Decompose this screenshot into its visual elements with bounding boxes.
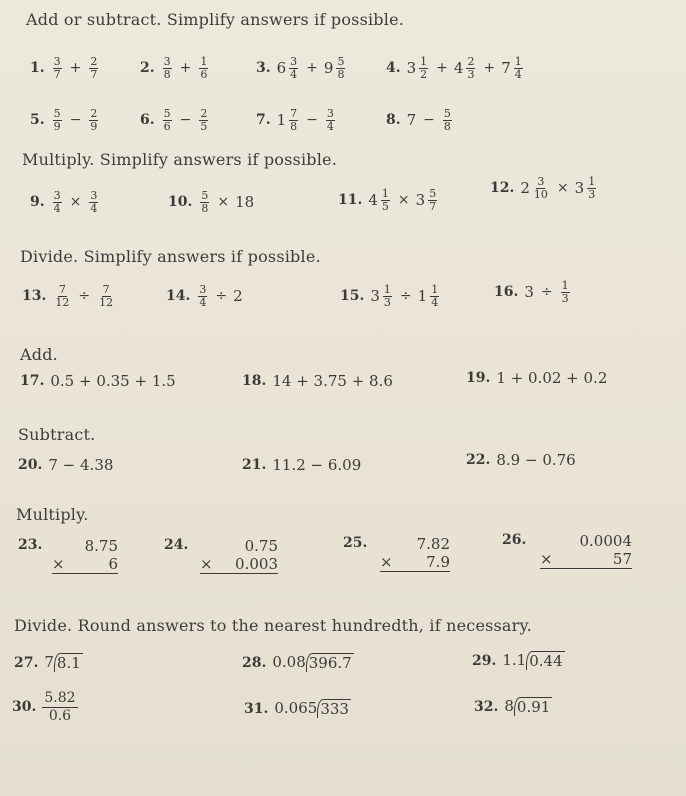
top-number: 0.75 — [244, 537, 278, 555]
numerator: 3 — [537, 175, 545, 188]
bottom-number: 57 — [612, 550, 632, 568]
denominator: 6 — [200, 67, 208, 81]
denominator: 8 — [163, 67, 171, 81]
numerator: 2 — [200, 107, 208, 120]
problem-31 — [244, 699, 351, 718]
dividend: 8.1 — [54, 653, 83, 672]
denominator: 8 — [290, 119, 298, 133]
long-division — [272, 653, 353, 672]
fraction — [430, 284, 439, 308]
operator: ÷ — [78, 288, 91, 305]
fraction — [163, 56, 172, 80]
problem-25 — [380, 535, 450, 572]
problem-15 — [340, 284, 441, 308]
numerator: 1 — [383, 283, 391, 296]
bottom-line — [380, 553, 450, 572]
numerator: 2 — [90, 55, 98, 68]
whole-number: 2 — [520, 179, 530, 198]
instruction-add: Add. — [20, 345, 58, 364]
top-number: 8.75 — [84, 537, 118, 555]
problem-18 — [242, 372, 393, 390]
problem-number: 8. — [386, 112, 401, 129]
problem-number: 10. — [168, 194, 193, 211]
fraction — [419, 56, 428, 80]
problem-number: 32. — [474, 698, 499, 715]
problem-5 — [30, 108, 100, 132]
fraction — [89, 56, 98, 80]
problem-32 — [474, 697, 552, 716]
denominator: 2 — [420, 67, 428, 81]
top-number: 0.0004 — [579, 532, 632, 550]
problem-number: 26. — [502, 532, 527, 548]
numerator: 3 — [326, 107, 334, 120]
expression: 0.5 + 0.35 + 1.5 — [50, 372, 176, 390]
dividend: 0.44 — [526, 651, 564, 670]
operator: × — [217, 194, 230, 211]
problem-number: 30. — [12, 699, 37, 716]
problem-22 — [466, 451, 576, 469]
denominator: 4 — [514, 67, 522, 81]
problem-number: 22. — [466, 452, 491, 468]
problem-number: 3. — [256, 60, 271, 77]
denominator: 5 — [200, 119, 208, 133]
problem-20 — [18, 456, 113, 474]
operator: + — [483, 60, 496, 77]
problem-number: 21. — [242, 457, 267, 473]
problem-3 — [256, 56, 347, 80]
whole-number: 2 — [233, 287, 243, 306]
problem-number: 5. — [30, 112, 45, 129]
numerator: 5 — [429, 187, 437, 200]
problem-27 — [14, 653, 83, 672]
problem-number: 19. — [466, 370, 491, 386]
whole-number: 4 — [368, 191, 378, 210]
problem-23-number-wrap — [18, 537, 48, 553]
problem-1 — [30, 56, 100, 80]
problem-28 — [242, 653, 354, 672]
denominator: 8 — [443, 119, 451, 133]
fraction — [54, 284, 70, 308]
problem-23 — [52, 537, 118, 574]
operator: + — [436, 60, 448, 77]
bottom-line — [52, 555, 118, 574]
fraction — [326, 108, 335, 132]
denominator: 8 — [201, 201, 209, 215]
long-division — [44, 653, 82, 672]
denominator: 9 — [53, 119, 61, 133]
divisor: 0.08 — [272, 653, 306, 671]
fraction — [199, 56, 208, 80]
problem-number: 17. — [20, 373, 45, 389]
problem-number: 14. — [166, 288, 191, 305]
denominator: 4 — [199, 295, 207, 309]
denominator: 12 — [99, 295, 114, 309]
denominator: 4 — [90, 201, 98, 215]
whole-number: 7 — [501, 59, 511, 78]
bottom-number: 0.003 — [235, 555, 278, 573]
whole-number: 4 — [453, 59, 464, 78]
fraction — [466, 56, 475, 80]
fraction — [98, 284, 114, 308]
numerator: 5 — [163, 107, 171, 120]
numerator: 3 — [90, 189, 98, 202]
numerator: 7 — [58, 283, 66, 296]
problem-number: 7. — [256, 112, 271, 129]
denominator: 4 — [53, 201, 61, 215]
problem-14 — [166, 284, 244, 308]
denominator: 0.6 — [48, 707, 72, 724]
whole-number: 6 — [276, 59, 287, 78]
problem-6 — [140, 108, 210, 132]
denominator: 3 — [383, 295, 391, 309]
problem-number: 4. — [386, 60, 401, 77]
expression: 11.2 − 6.09 — [272, 456, 362, 474]
problem-21 — [242, 456, 361, 474]
expression: 8.9 − 0.76 — [496, 451, 576, 469]
numerator: 5 — [337, 55, 345, 68]
long-division — [502, 651, 564, 670]
bottom-number: 7.9 — [426, 553, 450, 571]
fraction — [200, 190, 209, 214]
numerator: 1 — [588, 175, 596, 188]
problem-7 — [256, 108, 337, 132]
numerator: 3 — [163, 55, 171, 68]
fraction — [198, 284, 207, 308]
fraction — [336, 56, 345, 80]
bottom-number: 6 — [108, 555, 118, 573]
numerator: 1 — [420, 55, 428, 68]
denominator: 3 — [467, 67, 475, 81]
operator: + — [69, 60, 82, 77]
problem-24 — [200, 537, 278, 574]
problem-26-number-wrap — [502, 532, 532, 548]
whole-number: 1 — [276, 111, 287, 130]
problem-number: 6. — [140, 112, 155, 129]
operator: × — [380, 553, 393, 571]
problem-8 — [386, 108, 454, 132]
problem-30 — [12, 690, 78, 725]
problem-29 — [472, 651, 565, 670]
fraction — [514, 56, 523, 80]
numerator: 5 — [201, 189, 209, 202]
divisor: 7 — [44, 653, 54, 671]
fraction — [428, 188, 437, 212]
operator: ÷ — [215, 288, 228, 305]
fraction — [89, 108, 98, 132]
whole-number: 7 — [406, 111, 417, 130]
fraction — [561, 280, 570, 304]
whole-number: 3 — [574, 179, 585, 198]
operator: ÷ — [399, 288, 412, 305]
operator: + — [306, 60, 318, 77]
divisor: 0.065 — [274, 699, 318, 717]
operator: − — [423, 112, 435, 129]
problem-11 — [338, 188, 439, 212]
whole-number: 9 — [323, 59, 334, 78]
problem-number: 2. — [140, 60, 155, 77]
problem-number: 25. — [343, 535, 368, 551]
numerator: 1 — [381, 187, 389, 200]
numerator: 2 — [90, 107, 98, 120]
operator: × — [540, 550, 553, 568]
problem-number: 9. — [30, 194, 45, 211]
long-division — [274, 699, 351, 718]
denominator: 7 — [90, 67, 98, 81]
bottom-line — [200, 555, 278, 574]
problem-number: 13. — [22, 288, 47, 305]
denominator: 9 — [90, 119, 98, 133]
divisor: 1.1 — [502, 651, 527, 669]
problem-number: 16. — [494, 284, 519, 301]
denominator: 4 — [290, 67, 298, 81]
problem-26 — [540, 532, 632, 569]
problem-number: 23. — [18, 537, 43, 553]
problem-number: 28. — [242, 654, 267, 671]
fraction — [289, 56, 298, 80]
denominator: 8 — [337, 67, 345, 81]
fraction — [42, 690, 77, 725]
numerator: 1 — [514, 55, 522, 68]
whole-number: 3 — [406, 59, 417, 78]
problem-number: 1. — [30, 60, 45, 77]
numerator: 7 — [290, 107, 298, 120]
numerator: 7 — [102, 283, 110, 296]
problem-9 — [30, 190, 100, 214]
problem-number: 29. — [472, 652, 497, 669]
numerator: 3 — [53, 189, 61, 202]
fraction — [383, 284, 392, 308]
whole-number: 3 — [415, 191, 426, 210]
problem-12 — [490, 176, 598, 200]
numerator: 5 — [53, 107, 61, 120]
numerator: 5.82 — [44, 690, 76, 706]
operator: + — [179, 60, 192, 77]
dividend: 396.7 — [306, 653, 354, 672]
top-number: 7.82 — [416, 535, 450, 553]
divisor: 8 — [504, 697, 514, 715]
fraction — [53, 190, 62, 214]
problem-19 — [466, 369, 607, 387]
problem-number: 12. — [490, 180, 515, 197]
problem-16 — [494, 280, 572, 304]
operator: × — [556, 180, 569, 197]
operator: × — [69, 194, 82, 211]
whole-number: 18 — [235, 193, 255, 212]
fraction — [587, 176, 596, 200]
instruction-subtract: Subtract. — [18, 425, 96, 444]
numerator: 1 — [200, 55, 208, 68]
operator: ÷ — [540, 284, 553, 301]
numerator: 2 — [467, 55, 475, 68]
numerator: 1 — [431, 283, 439, 296]
denominator: 3 — [588, 187, 596, 201]
fraction — [443, 108, 452, 132]
whole-number: 3 — [370, 287, 380, 306]
operator: − — [179, 112, 192, 129]
denominator: 4 — [326, 119, 334, 133]
whole-number: 3 — [524, 283, 534, 302]
instruction-divide-fractions: Divide. Simplify answers if possible. — [20, 247, 321, 266]
denominator: 7 — [429, 199, 437, 213]
problem-number: 27. — [14, 654, 39, 671]
denominator: 12 — [55, 295, 70, 309]
instruction-divide: Divide. Round answers to the nearest hundredth, if necessary. — [14, 616, 532, 635]
expression: 7 − 4.38 — [48, 456, 114, 474]
numerator: 5 — [443, 107, 451, 120]
fraction — [89, 190, 98, 214]
operator: − — [306, 112, 318, 129]
fraction — [289, 108, 298, 132]
problem-number: 18. — [242, 373, 267, 389]
instruction-multiply-fractions: Multiply. Simplify answers if possible. — [22, 150, 337, 169]
numerator: 3 — [290, 55, 298, 68]
problem-number: 20. — [18, 457, 43, 473]
fraction — [381, 188, 390, 212]
operator: × — [52, 555, 65, 573]
denominator: 7 — [53, 67, 61, 81]
expression: 14 + 3.75 + 8.6 — [272, 372, 393, 390]
denominator: 4 — [431, 295, 439, 309]
problem-number: 15. — [340, 288, 365, 305]
denominator: 10 — [533, 187, 548, 201]
denominator: 5 — [381, 199, 389, 213]
problem-number: 11. — [338, 192, 363, 209]
problem-number: 31. — [244, 700, 269, 717]
fraction — [199, 108, 208, 132]
problem-10 — [168, 190, 255, 214]
operator: × — [397, 192, 410, 209]
denominator: 3 — [561, 291, 569, 305]
dividend: 333 — [317, 699, 351, 718]
problem-25-number-wrap — [343, 535, 373, 551]
problem-2 — [140, 56, 210, 80]
whole-number: 1 — [417, 287, 428, 306]
numerator: 1 — [561, 279, 569, 292]
numerator: 3 — [199, 283, 207, 296]
dividend: 0.91 — [514, 697, 552, 716]
problem-number: 24. — [164, 537, 189, 553]
expression: 1 + 0.02 + 0.2 — [496, 369, 608, 387]
problem-13 — [22, 284, 116, 308]
bottom-line — [540, 550, 632, 569]
numerator: 3 — [53, 55, 61, 68]
operator: − — [69, 112, 82, 129]
denominator: 6 — [163, 119, 171, 133]
problem-17 — [20, 372, 176, 390]
fraction — [53, 108, 62, 132]
operator: × — [200, 555, 213, 573]
instruction-multiply: Multiply. — [16, 505, 89, 524]
instruction-add-subtract: Add or subtract. Simplify answers if possible. — [26, 10, 405, 29]
fraction — [53, 56, 62, 80]
problem-24-number-wrap — [164, 537, 194, 553]
fraction — [533, 176, 549, 200]
long-division — [504, 697, 552, 716]
problem-4 — [386, 56, 525, 80]
fraction — [163, 108, 172, 132]
